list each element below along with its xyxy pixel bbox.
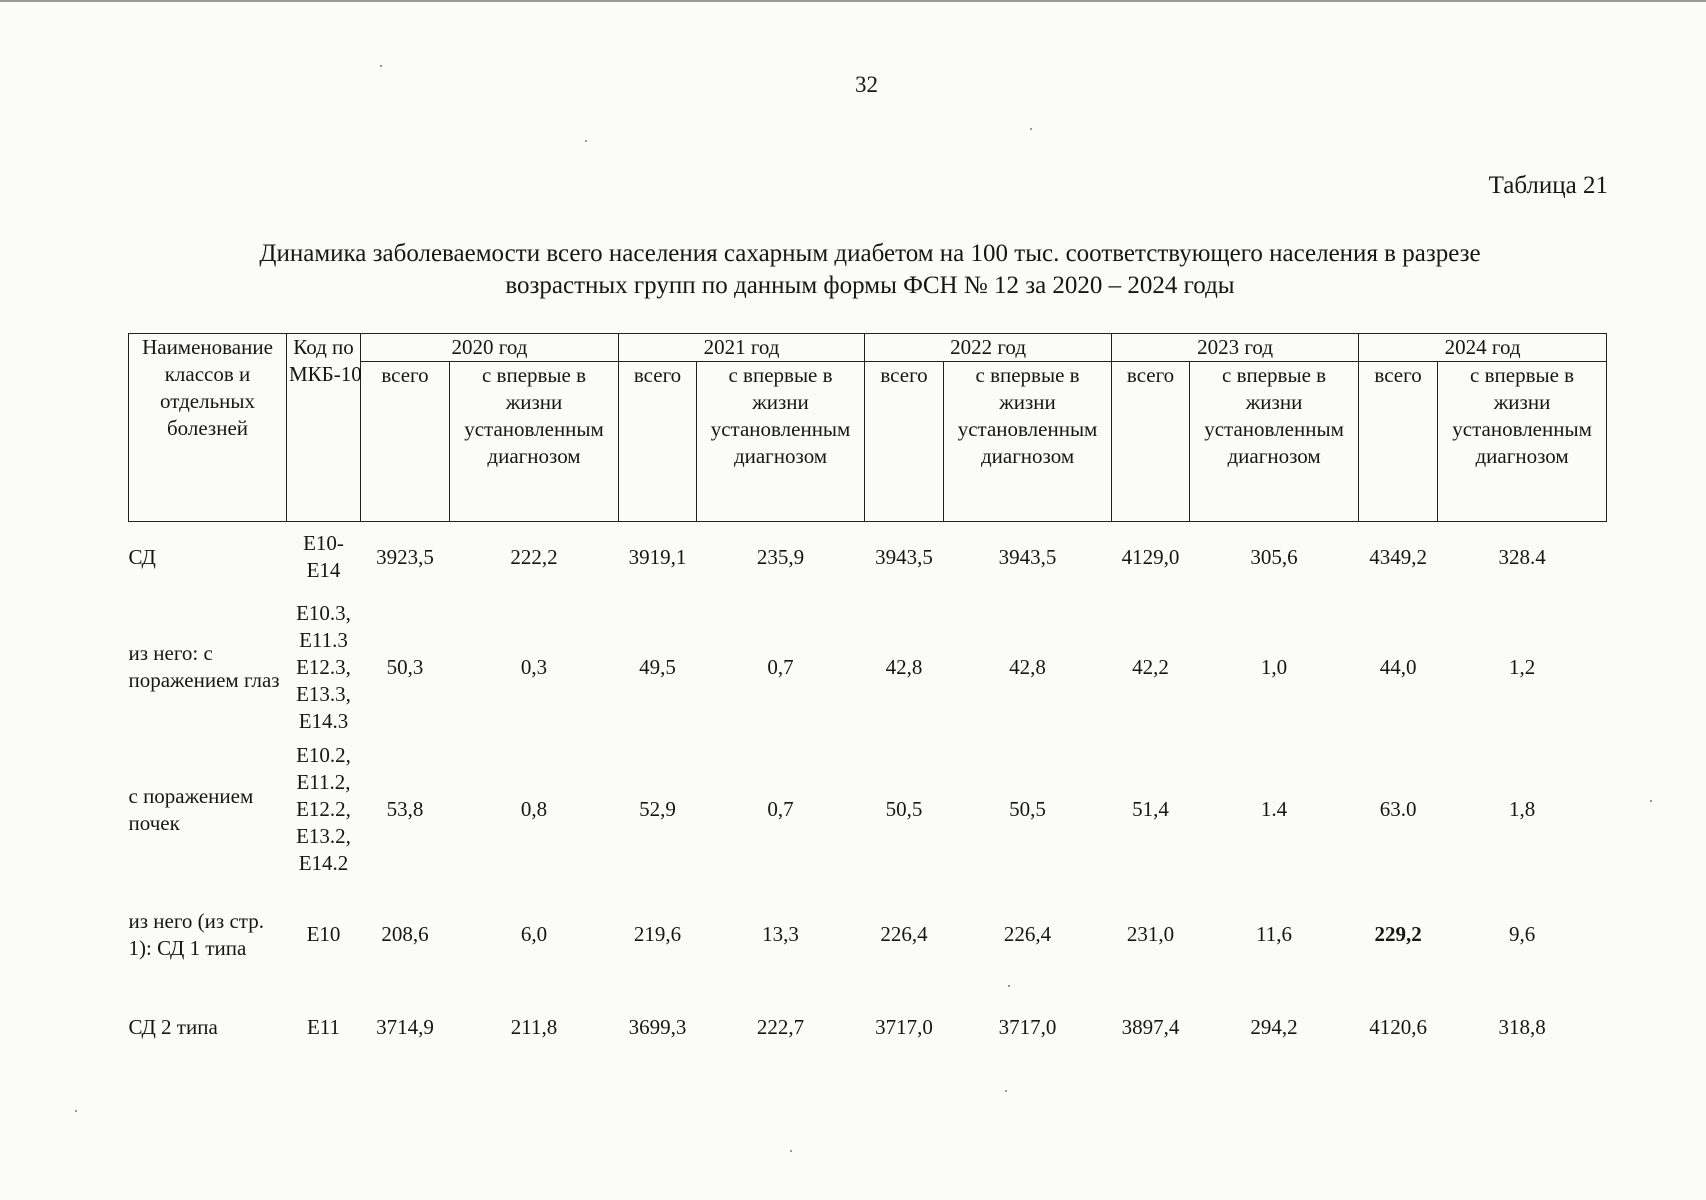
row-code: Е10 [306,922,341,946]
header-first-diagnosed: с впервые в жизни установленным диагнозом [450,362,619,522]
cell-value: 0,3 [520,654,548,679]
cell-value: 9,6 [1508,922,1536,946]
cell-value: 222,7 [756,1014,805,1039]
table-row [129,742,1607,877]
scan-speck [1650,800,1652,802]
header-first-diagnosed: с впервые в жизни установленным диагнозом [697,362,865,522]
row-code: Е10-Е14 [303,531,344,582]
scan-speck [1008,985,1010,987]
cell-value: 42,8 [885,654,923,679]
cell-value: 3923,5 [376,544,434,569]
header-total: всего [1359,362,1438,522]
cell-value: 3699,3 [628,1014,687,1039]
title-line-1: Динамика заболеваемости всего населения сахарным диабетом на 100 тыс. соответствующего населения в разрезе [259,240,1481,267]
cell-value: 229,2 [1374,922,1422,946]
table-row [129,992,1607,1062]
cell-value: 3943,5 [875,544,933,569]
cell-value: 328.4 [1498,544,1546,569]
cell-value: 0,7 [767,654,794,679]
row-name: с поражением почек [128,783,254,835]
cell-value: 231,0 [1126,922,1175,946]
cell-value: 0,8 [520,797,548,821]
cell-value: 3943,5 [998,544,1057,569]
cell-value: 1,0 [1260,654,1288,679]
header-year: 2023 год [1112,334,1359,362]
header-year: 2022 год [865,334,1112,362]
cell-value: 63.0 [1379,797,1417,821]
cell-value: 50,5 [885,797,923,821]
page-number: 32 [855,72,878,97]
header-first-diagnosed: с впервые в жизни установленным диагнозом [944,362,1112,522]
cell-value: 11,6 [1256,922,1293,946]
scan-speck [75,1110,77,1112]
header-name: Наименование классов и отдельных болезней [129,334,287,522]
cell-value: 3897,4 [1121,1014,1180,1039]
header-year: 2024 год [1359,334,1607,362]
cell-value: 226,4 [880,922,928,946]
row-name: СД 2 типа [128,1014,218,1039]
row-code: Е11 [306,1014,341,1039]
row-code: Е10.3, Е11.3 Е12.3, Е13.3, Е14.3 [296,600,351,733]
scan-speck [790,1150,792,1152]
cell-value: 318,8 [1498,1014,1546,1039]
row-name: СД [128,544,156,569]
header-year: 2021 год [619,334,865,362]
cell-value: 226,4 [1003,922,1052,946]
cell-value: 52,9 [639,797,676,821]
cell-value: 50,5 [1009,797,1046,821]
cell-value: 4129,0 [1121,544,1180,569]
header-total: всего [865,362,944,522]
cell-value: 1.4 [1260,797,1288,821]
cell-value: 235,9 [756,544,805,569]
cell-value: 1,2 [1508,654,1536,679]
header-first-diagnosed: с впервые в жизни установленным диагнозом [1190,362,1359,522]
incidence-table [128,333,1607,1062]
table-title [160,238,1580,302]
header-total: всего [1112,362,1190,522]
row-name: из него (из стр. 1): СД 1 типа [128,908,264,960]
cell-value: 4120,6 [1369,1014,1427,1039]
header-first-diagnosed: с впервые в жизни установленным диагнозом [1438,362,1607,522]
scan-speck [585,140,587,142]
scan-speck [1030,128,1032,130]
cell-value: 42,2 [1132,654,1169,679]
scan-edge [0,0,1706,2]
cell-value: 3717,0 [875,1014,933,1039]
cell-value: 4349,2 [1369,544,1427,569]
cell-value: 3717,0 [998,1014,1057,1039]
header-year: 2020 год [361,334,619,362]
cell-value: 0,7 [767,797,794,821]
cell-value: 3919,1 [628,544,687,569]
cell-value: 294,2 [1250,1014,1298,1039]
cell-value: 208,6 [381,922,429,946]
table-label: Таблица 21 [1488,172,1608,199]
table-row [129,592,1607,742]
cell-value: 51,4 [1132,797,1169,821]
table-row [129,877,1607,992]
header-code: Код по МКБ-10 [287,334,361,522]
cell-value: 1,8 [1508,797,1536,821]
cell-value: 305,6 [1250,544,1298,569]
cell-value: 53,8 [386,797,424,821]
cell-value: 211,8 [510,1014,558,1039]
title-line-2: возрастных групп по данным формы ФСН № 12 за 2020 – 2024 годы [505,272,1235,299]
header-total: всего [619,362,697,522]
cell-value: 3714,9 [376,1014,434,1039]
table-row [129,522,1607,593]
cell-value: 13,3 [762,922,799,946]
cell-value: 50,3 [386,654,424,679]
cell-value: 6,0 [520,922,548,946]
cell-value: 49,5 [639,654,676,679]
row-name: из него: с поражением глаз [128,641,280,692]
cell-value: 219,6 [633,922,682,946]
row-code: Е10.2, Е11.2, Е12.2, Е13.2, Е14.2 [296,743,351,875]
header-total: всего [361,362,450,522]
scan-speck [380,65,382,67]
cell-value: 44,0 [1379,654,1417,679]
cell-value: 222,2 [510,544,558,569]
scan-speck [1005,1090,1007,1092]
cell-value: 42,8 [1009,654,1046,679]
